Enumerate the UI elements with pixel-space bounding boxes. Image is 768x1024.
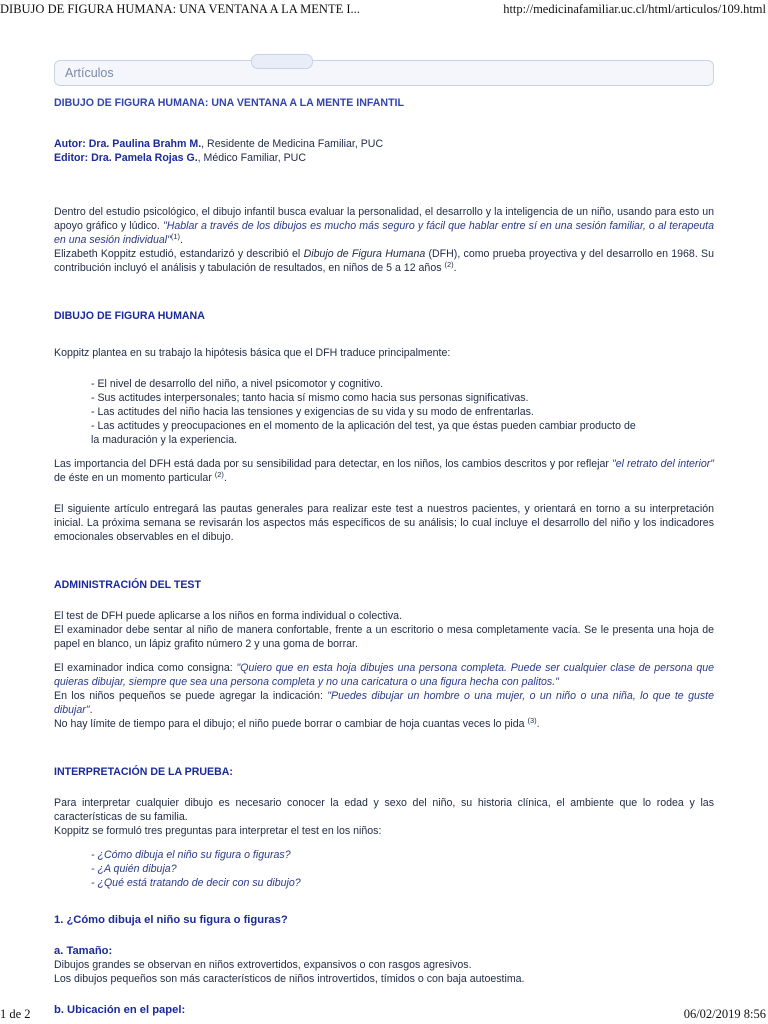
intro-p2-end: . [453,262,457,274]
print-header-url: http://medicinafamiliar.uc.cl/html/articulos/109.html [503,2,766,16]
sec2-p1: El test de DFH puede aplicarse a los niños en forma individual o colectiva. [54,610,403,622]
editor-role: , Médico Familiar, PUC [197,152,306,164]
importance-em: "el retrato del interior" [611,458,714,470]
list-item: - Las actitudes y preocupaciones en el momento de la aplicación del test, ya que éstas pueden cambiar producto de [91,420,636,432]
print-footer-datetime: 06/02/2019 8:56 [683,1007,766,1021]
section-heading-dfh: DIBUJO DE FIGURA HUMANA [54,310,205,322]
list-item: - Las actitudes del niño hacia las tensiones y exigencias de su vida y su modo de enfrentarlas. [91,406,534,418]
subsection-heading-how: 1. ¿Cómo dibuja el niño su figura o figuras? [54,914,288,926]
subsection-heading-size: a. Tamaño: [54,945,113,957]
articles-section-tab [54,60,714,86]
section-heading-interpretation: INTERPRETACIÓN DE LA PRUEBA: [54,766,233,778]
importance-end: . [223,472,227,484]
section-tab-label: Artículos [65,66,114,80]
editor-line [54,151,714,165]
size-p1: Dibujos grandes se observan en niños extrovertidos, expansivos o con rasgos agresivos. [54,959,472,971]
article-content [54,96,714,1017]
sec2-p3-em: "Quiero que en esta hoja dibujes una persona completa. Puede ser cualquier clase de persona que quieras dibujar, siempre que sea una persona completa y no una caricatura o una figura hecha con palitos." [54,662,714,688]
importance-a: Las importancia del DFH está dada por su sensibilidad para detectar, en los niños, los cambios descritos y por reflejar [54,458,612,470]
sec1-importance [54,457,714,485]
intro-paragraph-2 [54,247,714,275]
print-footer-page: 1 de 2 [0,1007,31,1021]
sec2-p5 [54,717,714,731]
intro-p2-b: (DFH), como prueba proyectiva y del desarrollo en 1968. Su contribución incluyó el análisis y tabulación de resultados, en niños de 5 a 12 años [54,248,714,274]
ref-2: (2) [444,260,454,269]
sec3-p1: Para interpretar cualquier dibujo es necesario conocer la edad y sexo del niño, su historia clínica, el ambiente que lo rodea y las características de su familia. [54,797,714,823]
sec1-next: El siguiente artículo entregará las pautas generales para realizar este test a nuestros pacientes, y orientará en torno a su interpretación inicial. La próxima semana se revisarán los aspectos más específicos de su análisis; lo cual incluye el desarrollo del niño y los indicadores emocionales observables en el dibujo. [54,503,714,543]
print-header [0,0,768,20]
ref-2b: (2) [214,470,224,479]
sec2-p4-em: "Puedes dibujar un hombre o una mujer, o un niño o una niña, lo que te guste dibujar" [54,690,714,716]
sec2-p3-a: El examinador indica como consigna: [54,662,237,674]
importance-b: de éste en un momento particular [54,472,215,484]
print-footer [0,1004,768,1024]
list-item: la maduración y la experiencia. [91,434,238,446]
section-tab-knob [251,54,313,69]
sec2-p5-text: No hay límite de tiempo para el dibujo; el niño puede borrar o cambiar de hoja cuantas veces lo pida [54,718,528,730]
ref-1: (1) [170,232,181,241]
intro-p1-text: Dentro del estudio psicológico, el dibujo infantil busca evaluar la personalidad, el desarrollo y la inteligencia de un niño, usando para esto un apoyo gráfico y lúdico. [54,206,714,232]
author-line [54,137,714,151]
sec2-p4-a: En los niños pequeños se puede agregar la indicación: [54,690,328,702]
list-item: - ¿A quién dibuja? [91,863,177,875]
author-name: Autor: Dra. Paulina Brahm M. [54,138,202,150]
intro-p2-a: Elizabeth Koppitz estudió, estandarizó y describió el [54,248,304,260]
print-header-title: DIBUJO DE FIGURA HUMANA: UNA VENTANA A LA MENTE I... [0,2,360,16]
editor-name: Editor: Dra. Pamela Rojas G. [54,152,198,164]
ref-3: (3) [527,716,537,725]
sec2-p4 [54,689,714,717]
intro-p2-em: Dibujo de Figura Humana [303,248,426,260]
sec2-p4-end: . [89,704,93,716]
section-heading-administration: ADMINISTRACIÓN DEL TEST [54,579,201,591]
subsection-heading-location: b. Ubicación en el papel: [54,1004,186,1016]
sec1-list [54,377,714,447]
list-item: - ¿Cómo dibuja el niño su figura o figuras? [91,849,291,861]
sec2-p2: El examinador debe sentar al niño de manera confortable, frente a un escritorio o mesa completamente vacía. Se le presenta una hoja de papel en blanco, un lápiz grafito número 2 y una goma de borrar. [54,624,714,650]
sec2-p5-end: . [536,718,540,730]
size-p2: Los dibujos pequeños son más característicos de niños introvertidos, tímidos o con baja autoestima. [54,973,525,985]
intro-p1-quote: "Hablar a través de los dibujos es mucho más seguro y fácil que hablar entre sí en una sesión familiar, o al terapeuta en una sesión individual" [54,220,714,246]
intro-paragraph-1: Dentro del estudio psicológico, el dibujo infantil busca evaluar la personalidad, el desarrollo y la inteligencia de un niño, usando para esto un apoyo gráfico y lúdico. "Hablar a través de los dibujos es mucho más seguro y fácil que hablar entre sí en una sesión familiar, o al terapeuta en una sesión individual"$^{(1)}$. [54,206,714,246]
list-item: - Sus actitudes interpersonales; tanto hacia sí mismo como hacia sus personas significativas. [91,392,529,404]
article-title: DIBUJO DE FIGURA HUMANA: UNA VENTANA A LA MENTE INFANTIL [54,97,404,109]
sec3-questions [54,848,714,890]
sec2-p3 [54,661,714,689]
list-item: - El nivel de desarrollo del niño, a nivel psicomotor y cognitivo. [91,378,384,390]
list-item: - ¿Qué está tratando de decir con su dibujo? [91,877,301,889]
sec3-p2: Koppitz se formuló tres preguntas para interpretar el test en los niños: [54,825,382,837]
sec1-lead: Koppitz plantea en su trabajo la hipótesis básica que el DFH traduce principalmente: [54,347,451,359]
author-role: , Residente de Medicina Familiar, PUC [201,138,384,150]
